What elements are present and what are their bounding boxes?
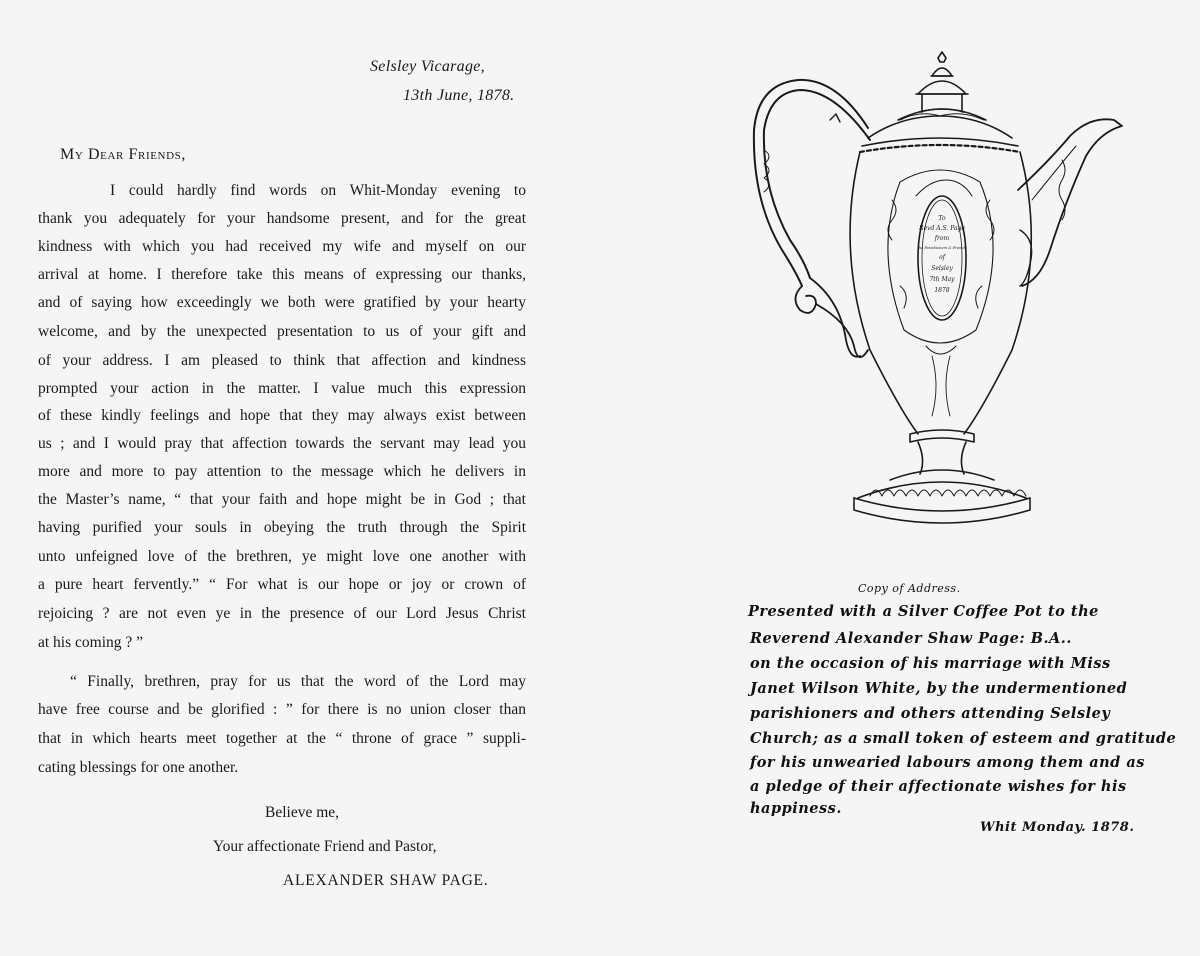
address-line: Janet Wilson White, by the undermentioned [750,680,1128,697]
text-line: more and more to pay attention to the message which he delivers in [38,463,526,480]
text-line: of your address. I am pleased to think that affection and kindness [38,352,526,369]
text-line: and of saying how exceedingly we both were gratified by your hearty [38,294,526,311]
address-title: Copy of Address. [858,582,961,595]
closing-friend: Your affectionate Friend and Pastor, [213,838,437,855]
text-line: unto unfeigned love of the brethren, ye might love one another with [38,548,526,565]
text-line: I could hardly find words on Whit-Monday evening to [110,182,526,199]
text-line: at his coming ? ” [38,634,144,651]
signature-name: ALEXANDER SHAW PAGE. [283,872,489,889]
text-line: welcome, and by the unexpected presentation to us of your gift and [38,323,526,340]
address-line: for his unwearied labours among them and as [750,754,1145,771]
address-line: Presented with a Silver Coffee Pot to the [748,603,1099,620]
address-page [600,0,1200,956]
address-line: Church; as a small token of esteem and gratitude [750,730,1177,747]
letter-place: Selsley Vicarage, [370,58,485,75]
text-line: prompted your action in the matter. I value much this expression [38,380,526,397]
text-line: “ Finally, brethren, pray for us that the word of the Lord may [70,673,526,690]
text-line: that in which hearts meet together at the “ throne of grace ” suppli- [38,730,526,747]
text-line: having purified your souls in obeying the truth through the Spirit [38,519,526,536]
closing-believe: Believe me, [265,804,340,821]
text-line: have free course and be glorified : ” for there is no union closer than [38,701,526,718]
text-line: a pure heart fervently.” “ For what is our hope or joy or crown of [38,576,526,593]
engraving-line: To [938,215,946,222]
address-signoff: Whit Monday. 1878. [980,820,1135,835]
text-line: of these kindly feelings and hope that they may always exist between [38,407,526,424]
address-line: Reverend Alexander Shaw Page: B.A.. [750,630,1072,647]
engraving-line: 1878 [934,287,950,294]
letter-date: 13th June, 1878. [403,87,515,104]
engraving-line: of [939,254,945,261]
salutation: My Dear Friends, [60,146,186,163]
text-line: rejoicing ? are not even ye in the presence of our Lord Jesus Christ [38,605,526,622]
engraving-line: Revd A.S. Page [919,225,965,232]
address-line: parishioners and others attending Selsley [750,705,1111,722]
address-line: happiness. [750,800,842,817]
text-line: us ; and I would pray that affection towards the servant may lead you [38,435,526,452]
text-line: kindness with which you had received my wife and myself on our [38,238,526,255]
text-line: cating blessings for one another. [38,759,239,776]
engraving-line: 7th May [929,276,955,283]
text-line: arrival at home. I therefore take this means of expressing our thanks, [38,266,526,283]
engraving-line: the Parishioners & Friends [917,246,967,250]
text-line: thank you adequately for your handsome present, and for the great [38,210,526,227]
coffee-pot-illustration [750,50,1140,540]
address-line: on the occasion of his marriage with Miss [750,655,1111,672]
engraving-line: Selsley [931,265,953,272]
address-line: a pledge of their affectionate wishes for his [750,778,1127,795]
text-line: the Master’s name, “ that your faith and hope might be in God ; that [38,491,526,508]
engraving-line: from [934,235,950,242]
